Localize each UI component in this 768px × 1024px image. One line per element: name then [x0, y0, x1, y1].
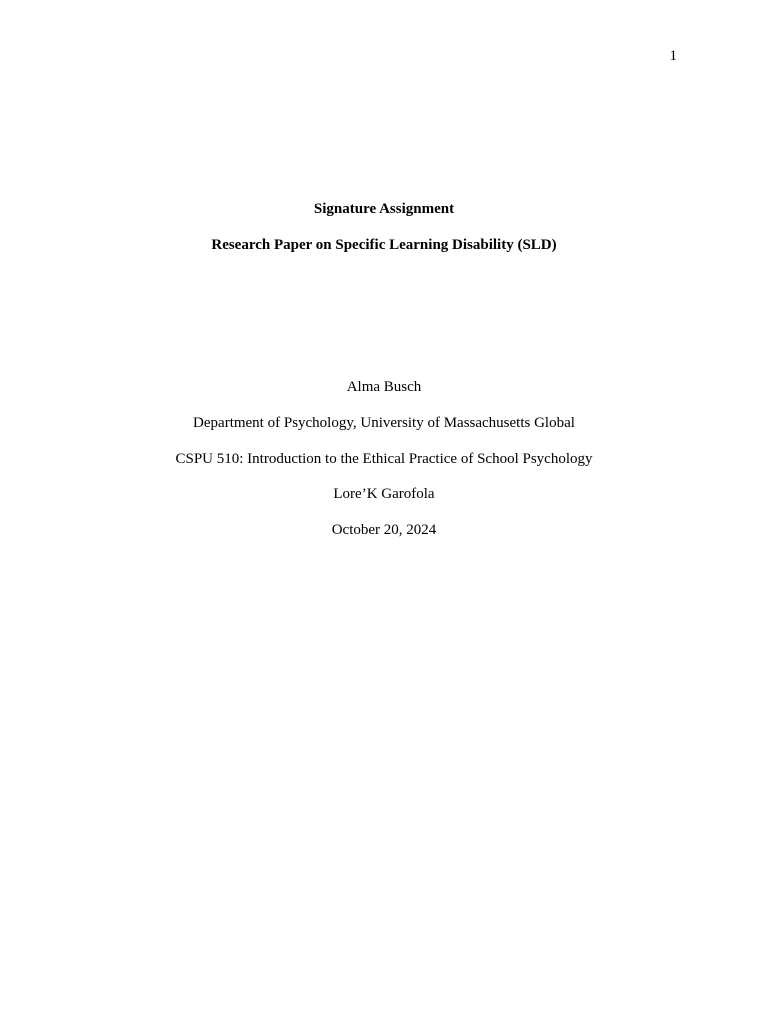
- author-affiliation: Department of Psychology, University of Massachusetts Global: [193, 415, 575, 431]
- page-number: 1: [669, 48, 677, 64]
- instructor-name: Lore’K Garofola: [333, 486, 435, 502]
- due-date: October 20, 2024: [331, 522, 437, 538]
- paper-title: Signature Assignment: [313, 201, 455, 217]
- course-name: CSPU 510: Introduction to the Ethical Practice of School Psychology: [175, 451, 593, 467]
- paper-subtitle: Research Paper on Specific Learning Disability (SLD): [211, 237, 557, 253]
- author-name: Alma Busch: [346, 379, 422, 395]
